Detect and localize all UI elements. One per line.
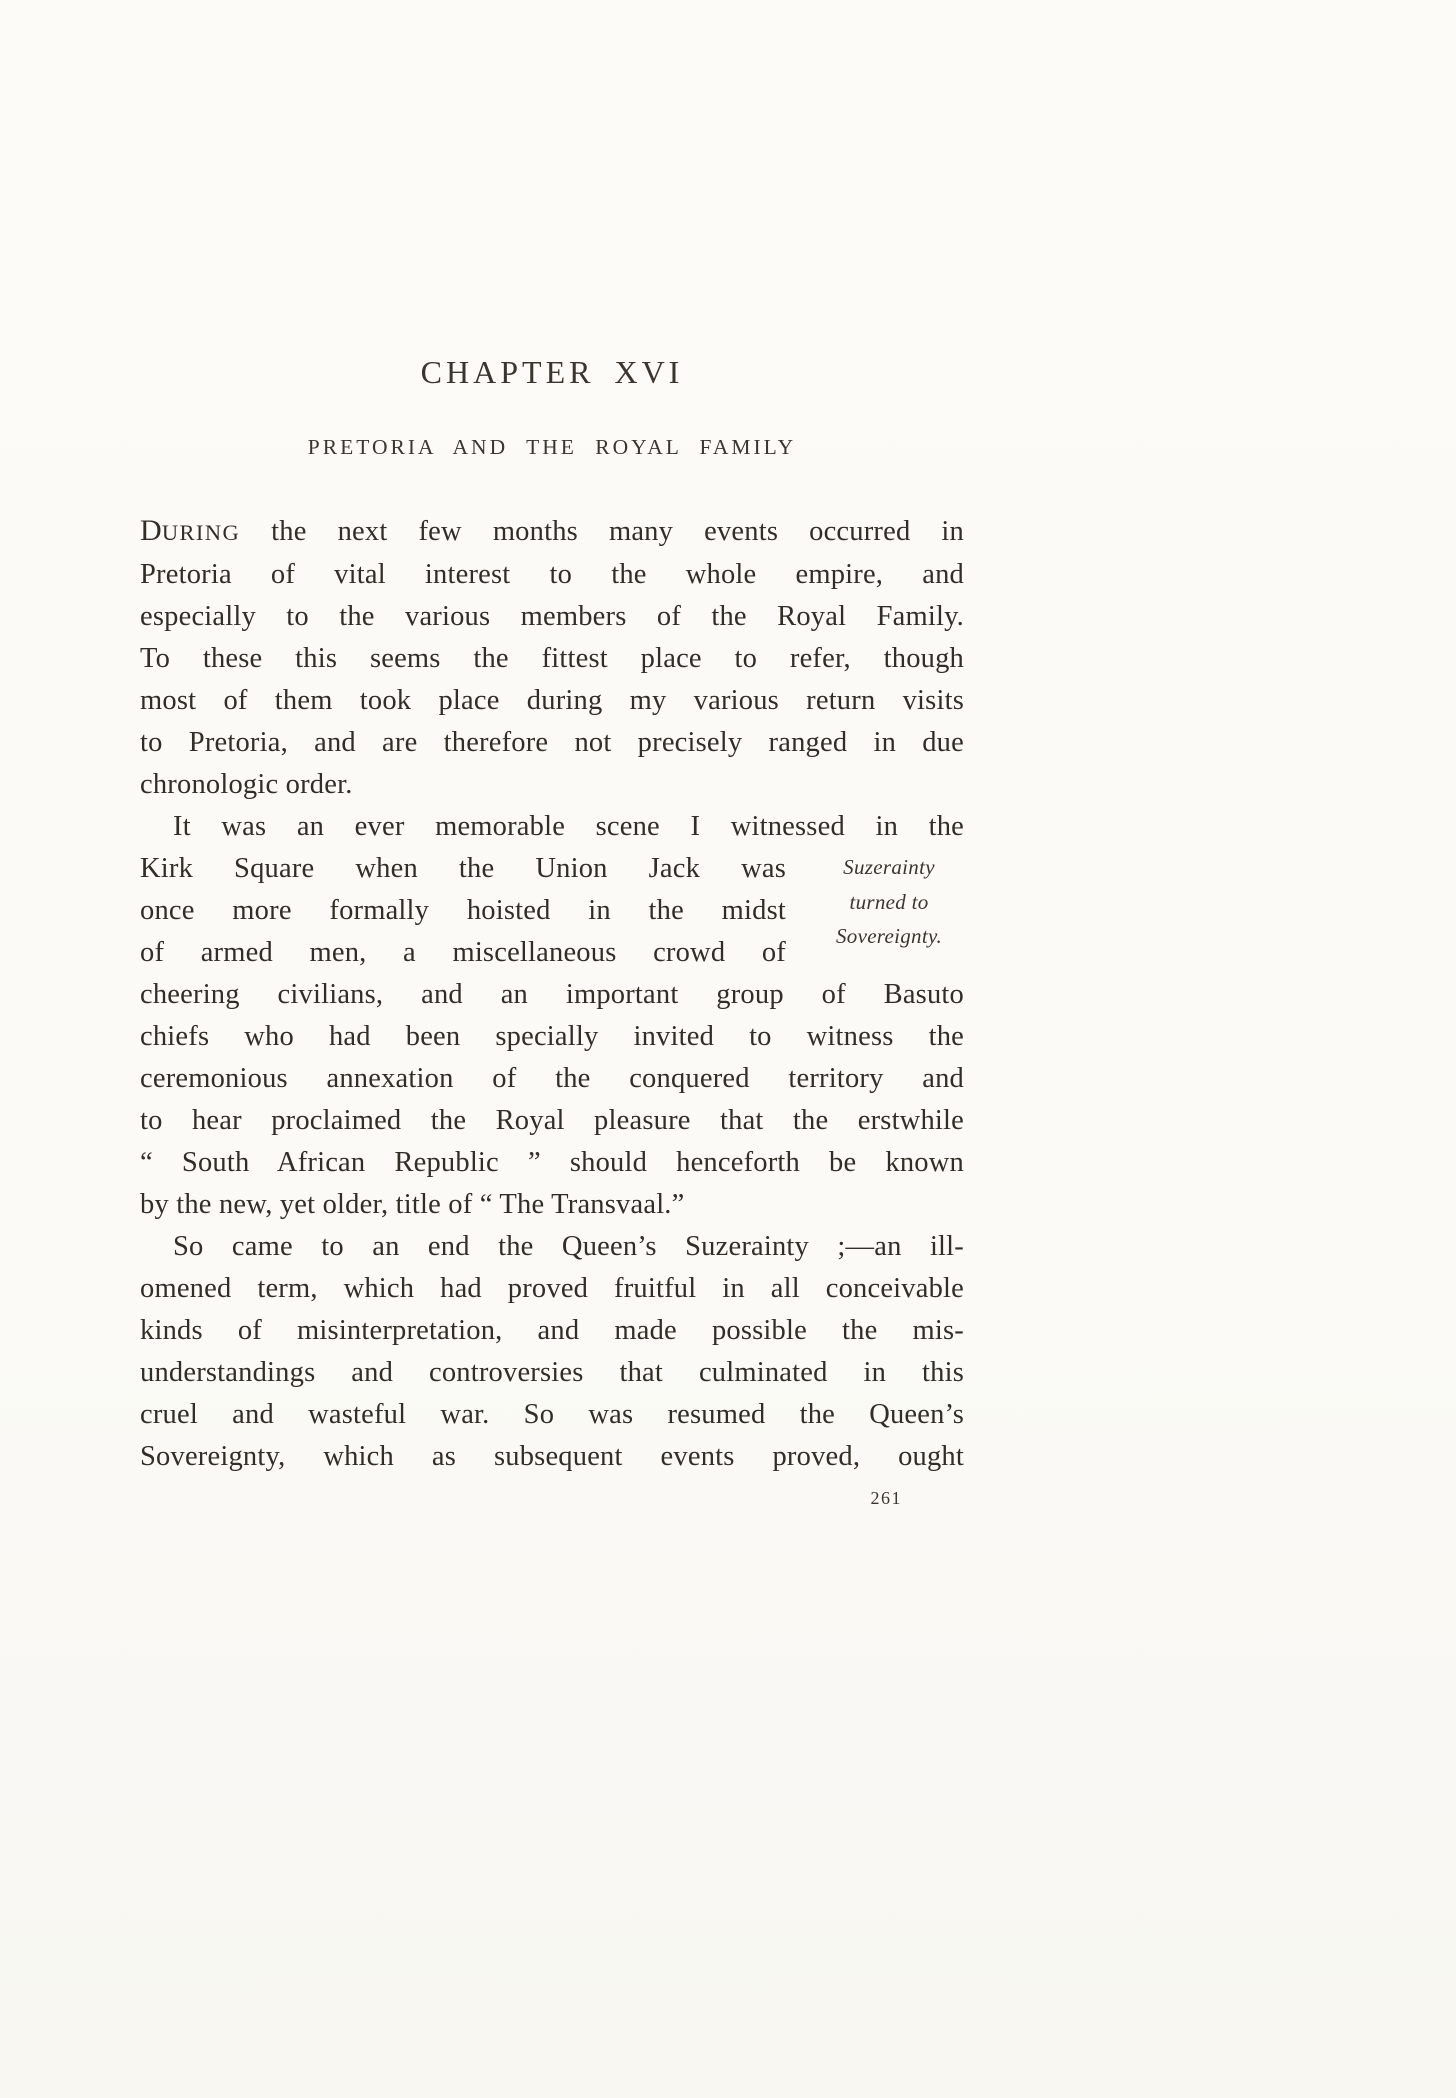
text-line: cheering civilians, and an important group of Basuto: [140, 979, 964, 1010]
text-line-rest: the next few months many events occurred in: [271, 516, 964, 547]
text-line: to hear proclaimed the Royal pleasure that the erstwhile: [140, 1105, 964, 1136]
text-line: To these this seems the fittest place to refer, though: [140, 643, 964, 674]
text-line: most of them took place during my various return visits: [140, 685, 964, 716]
text-line: Kirk Square when the Union Jack was: [140, 853, 786, 884]
text-line: chronologic order.: [140, 769, 353, 800]
lead-word-smallcaps: URING: [161, 520, 241, 545]
text-line: ceremonious annexation of the conquered territory and: [140, 1063, 964, 1094]
text-line: by the new, yet older, title of “ The Transvaal.”: [140, 1189, 685, 1220]
text-line: once more formally hoisted in the midst: [140, 895, 786, 926]
text-line: So came to an end the Queen’s Suzerainty ;—an ill-: [173, 1231, 964, 1262]
paragraph-2: [140, 806, 964, 1226]
text-line: to Pretoria, and are therefore not precisely ranged in due: [140, 727, 964, 758]
text-line: chiefs who had been specially invited to witness the: [140, 1021, 964, 1052]
text-line: especially to the various members of the Royal Family.: [140, 601, 964, 632]
text-line: Sovereignty, which as subsequent events proved, ought: [140, 1441, 964, 1472]
text-line: [140, 510, 964, 554]
margin-note: [810, 850, 968, 954]
text-line: “ South African Republic ” should henceforth be known: [140, 1147, 964, 1178]
chapter-subtitle: PRETORIA AND THE ROYAL FAMILY: [307, 435, 797, 459]
text-line: kinds of misinterpretation, and made possible the mis-: [140, 1315, 964, 1346]
chapter-title: CHAPTER XVI: [420, 354, 684, 390]
margin-note-line: Suzerainty: [843, 855, 935, 879]
text-line: It was an ever memorable scene I witnessed in the: [173, 811, 964, 842]
drop-capital: D: [140, 514, 162, 547]
text-block: [140, 352, 964, 1509]
page-number: 261: [870, 1488, 902, 1508]
margin-note-line: turned to: [849, 889, 929, 914]
paragraph-3: [140, 1226, 964, 1478]
text-line: understandings and controversies that culminated in this: [140, 1357, 964, 1388]
paragraph-1: [140, 510, 964, 806]
text-line: cruel and wasteful war. So was resumed the Queen’s: [140, 1399, 964, 1430]
text-line: Pretoria of vital interest to the whole empire, and: [140, 559, 964, 590]
text-line: of armed men, a miscellaneous crowd of: [140, 937, 786, 968]
margin-note-line: Sovereignty.: [835, 924, 943, 948]
text-line: omened term, which had proved fruitful in all conceivable: [140, 1273, 964, 1304]
